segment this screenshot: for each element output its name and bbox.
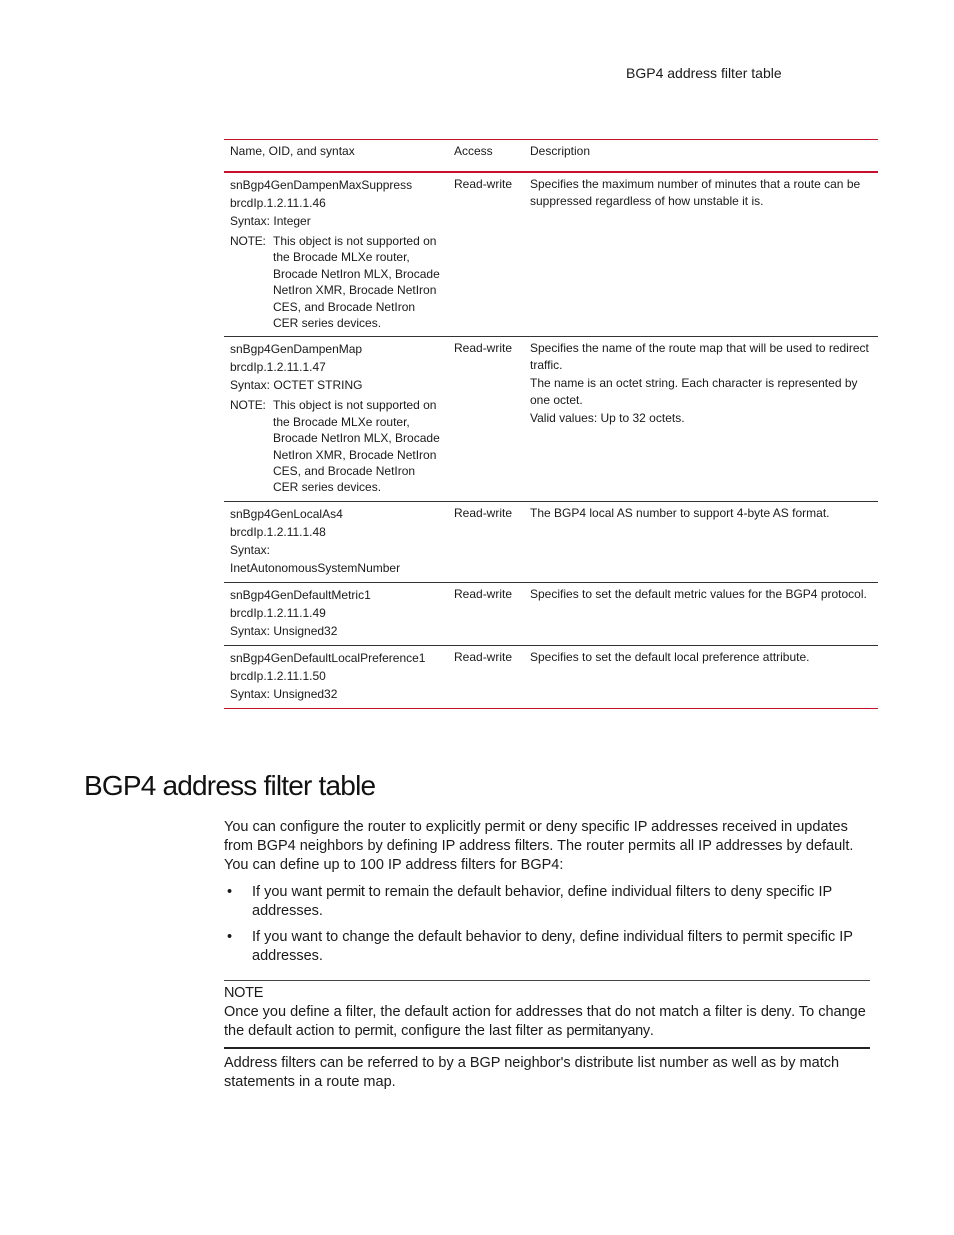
keyword-deny: deny	[541, 929, 572, 945]
object-oid: brcdIp.1.2.11.1.47	[230, 360, 326, 375]
note-text: , configure the last filter as	[393, 1023, 567, 1039]
object-syntax-type: InetAutonomousSystemNumber	[230, 560, 401, 575]
description-text: Specifies the name of the route map that will be used to redirect traffic.	[530, 341, 869, 373]
object-note	[230, 397, 442, 495]
keyword-permitanyany: permitanyany	[566, 1023, 650, 1039]
name-cell	[224, 172, 448, 337]
bullet-text-pre: If you want to change the default behavior to	[252, 929, 542, 945]
object-syntax: Syntax: Integer	[230, 214, 311, 228]
header-description: Description	[524, 140, 878, 173]
object-syntax: Syntax: OCTET STRING	[230, 378, 363, 393]
closing-paragraph: Address filters can be referred to by a BGP neighbor's distribute list number as well as by match statements in a route map.	[224, 1055, 840, 1090]
note-label: NOTE:	[230, 234, 266, 248]
table-header-row	[224, 140, 878, 173]
description-text: Specifies to set the default metric values for the BGP4 protocol.	[530, 586, 867, 601]
bullet-icon: •	[227, 884, 233, 900]
bullet-text-post: to remain the default behavior, define individual filters to deny specific IP addresses.	[252, 884, 832, 919]
name-cell	[224, 582, 448, 645]
description-cell	[524, 645, 878, 708]
note-text: .	[649, 1023, 654, 1039]
description-cell	[524, 582, 878, 645]
bullet-text-pre: If you want	[252, 884, 327, 900]
access-cell: Read-write	[448, 582, 524, 645]
mib-object-table	[224, 139, 878, 709]
section-title: BGP4 address filter table	[84, 770, 376, 801]
note-text: Once you define a filter, the default action for addresses that do not match a filter is	[224, 1004, 761, 1020]
note-text: This object is not supported on the Brocade MLXe router, Brocade NetIron MLX, Brocade NetIron XMR, Brocade NetIron CES, and Brocade NetIron CER series devices.	[273, 234, 440, 331]
keyword-permit: permit	[354, 1023, 394, 1039]
description-text: Specifies to set the default local preference attribute.	[530, 649, 810, 664]
name-cell	[224, 645, 448, 708]
object-oid: brcdIp.1.2.11.1.46	[230, 196, 326, 210]
access-cell: Read-write	[448, 645, 524, 708]
description-cell	[524, 337, 878, 501]
note-text: This object is not supported on the Brocade MLXe router, Brocade NetIron MLX, Brocade NetIron XMR, Brocade NetIron CES, and Brocade NetIron CER series devices.	[273, 398, 440, 495]
list-item	[224, 928, 872, 966]
description-cell	[524, 172, 878, 337]
object-syntax: Syntax: Unsigned32	[230, 623, 338, 638]
bullet-icon: •	[227, 929, 233, 945]
intro-paragraph: You can configure the router to explicitly permit or deny specific IP addresses received in updates from BGP4 neighbors by defining IP address filters. The router permits all IP addresses by default. You can define up to 100 IP address filters for BGP4:	[224, 819, 854, 873]
note-text: . To change the default action to	[224, 1004, 866, 1039]
description-text: Specifies the maximum number of minutes that a route can be suppressed regardless of how unstable it is.	[530, 177, 861, 208]
table-row	[224, 645, 878, 708]
note-block	[224, 980, 870, 1049]
access-cell: Read-write	[448, 172, 524, 337]
keyword-deny: deny	[760, 1004, 792, 1020]
table-row	[224, 582, 878, 645]
object-oid: brcdIp.1.2.11.1.49	[230, 605, 326, 620]
object-name: snBgp4GenDampenMaxSuppress	[230, 178, 413, 192]
access-cell: Read-write	[448, 337, 524, 501]
note-label: NOTE:	[230, 398, 266, 413]
list-item	[224, 883, 872, 921]
description-text: The name is an octet string. Each character is represented by one octet.	[530, 376, 858, 408]
object-syntax: Syntax: Unsigned32	[230, 686, 338, 701]
note-heading: NOTE	[224, 985, 264, 1001]
object-note	[230, 233, 442, 331]
object-oid: brcdIp.1.2.11.1.50	[230, 668, 326, 683]
table-row	[224, 337, 878, 501]
bullet-text-post: , define individual filters to permit specific IP addresses.	[252, 929, 853, 964]
table-row	[224, 172, 878, 337]
object-oid: brcdIp.1.2.11.1.48	[230, 524, 326, 539]
header-name-oid-syntax: Name, OID, and syntax	[224, 140, 448, 173]
object-name: snBgp4GenDefaultLocalPreference1	[230, 650, 426, 665]
object-name: snBgp4GenLocalAs4	[230, 506, 343, 521]
bullet-list	[224, 883, 872, 973]
object-syntax: Syntax:	[230, 542, 271, 557]
header-access: Access	[448, 140, 524, 173]
access-cell: Read-write	[448, 501, 524, 582]
object-name: snBgp4GenDefaultMetric1	[230, 587, 371, 602]
name-cell	[224, 501, 448, 582]
running-header: BGP4 address filter table	[626, 65, 782, 81]
description-text: The BGP4 local AS number to support 4-byte AS format.	[530, 505, 830, 520]
description-cell	[524, 501, 878, 582]
object-name: snBgp4GenDampenMap	[230, 342, 363, 357]
table-row	[224, 501, 878, 582]
keyword-permit: permit	[326, 884, 365, 900]
description-text: Valid values: Up to 32 octets.	[530, 411, 685, 426]
name-cell	[224, 337, 448, 501]
